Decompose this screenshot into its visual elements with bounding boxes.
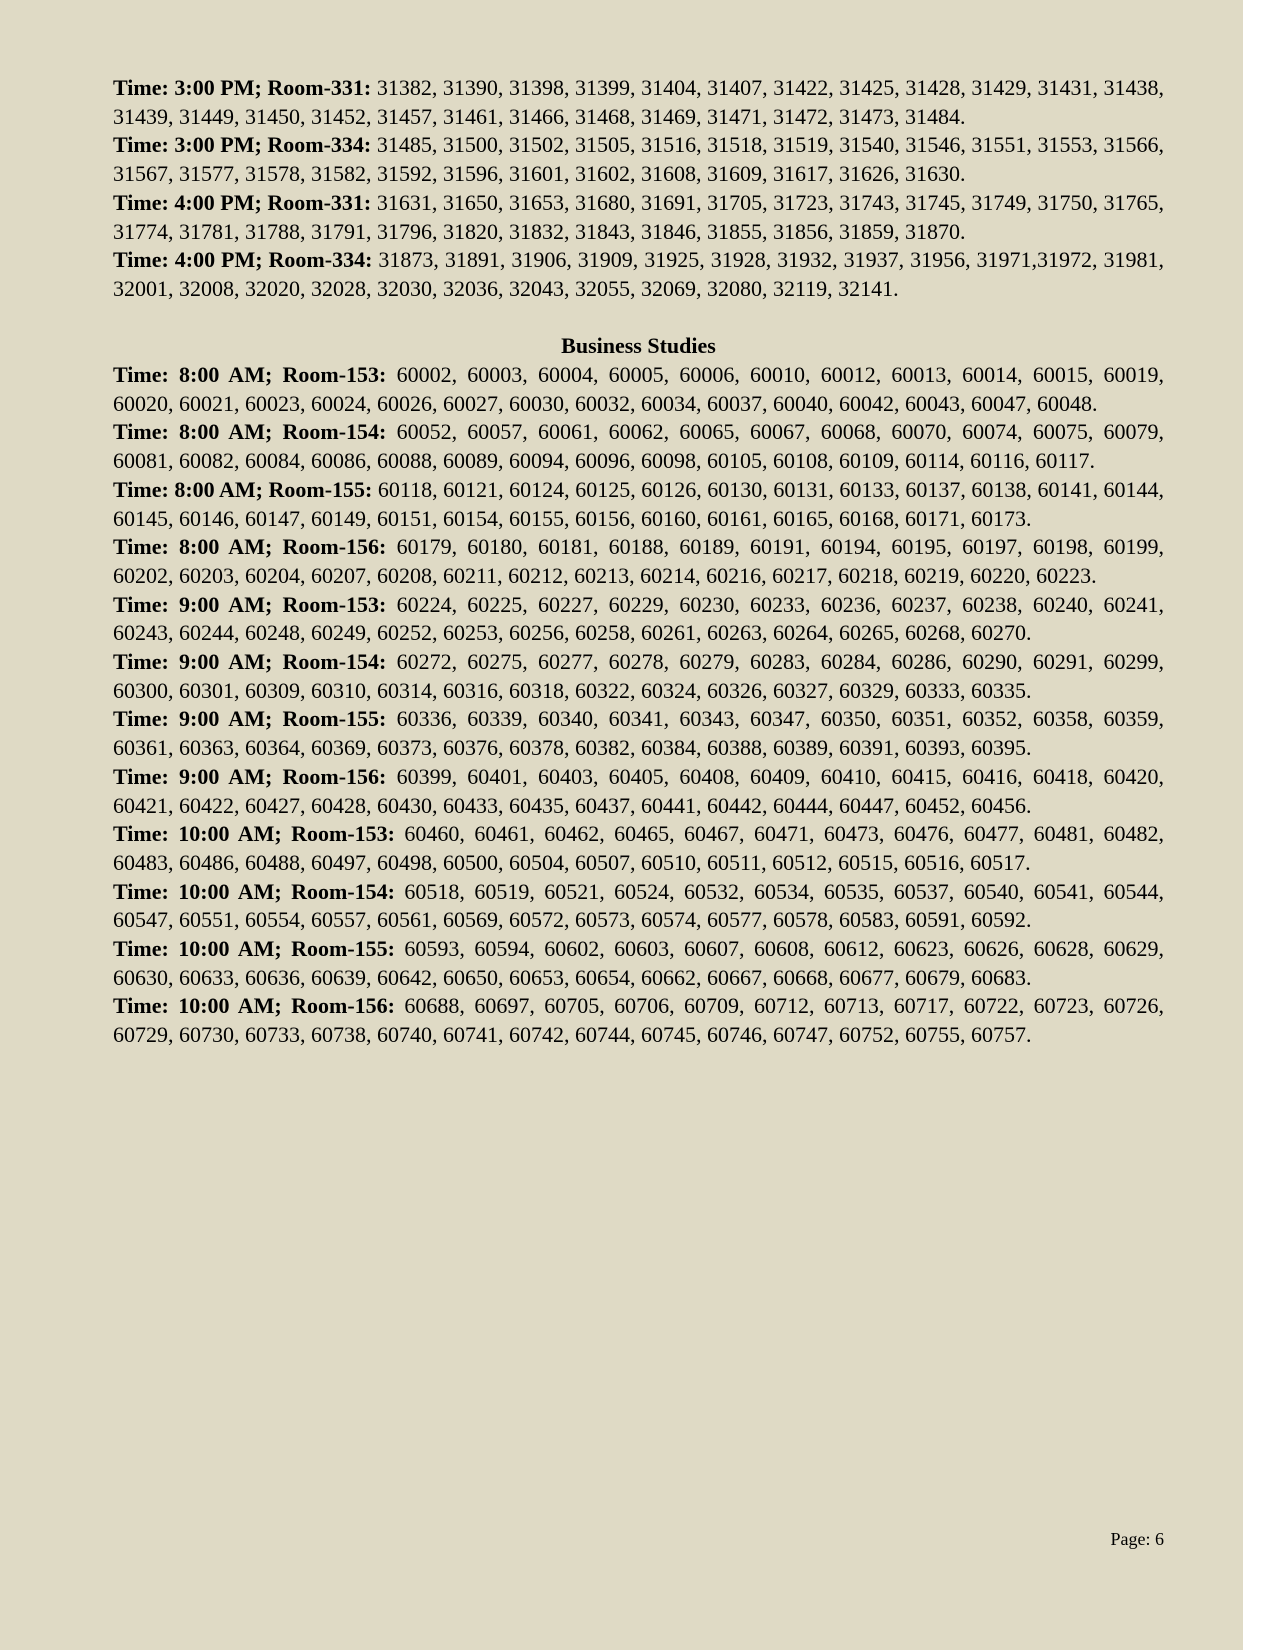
entry-roll-numbers: 60179, 60180, 60181, 60188, 60189, 60191, 60194, 60195, 60197, 60198, 60199, 60202, 60203, 60204, 60207, 60208, 60211, 60212, 60213, 60214, 60216, 60217, 60218, 60219, 60220, 60223. — [113, 534, 1165, 588]
schedule-entry — [113, 763, 1164, 820]
schedule-entry — [113, 992, 1164, 1049]
page-number: Page: 6 — [1110, 1529, 1164, 1549]
entry-roll-numbers: 60118, 60121, 60124, 60125, 60126, 60130, 60131, 60133, 60137, 60138, 60141, 60144, 60145, 60146, 60147, 60149, 60151, 60154, 60155, 60156, 60160, 60161, 60165, 60168, 60171, 60173. — [113, 476, 1165, 531]
document-body — [113, 74, 1164, 1050]
entry-label: Time: 8:00 AM; Room-154: — [113, 419, 387, 445]
schedule-entry — [113, 361, 1164, 418]
entry-label: Time: 8:00 AM; Room-156: — [113, 534, 387, 560]
entry-label: Time: 10:00 AM; Room-153: — [113, 821, 395, 847]
schedule-entry — [113, 935, 1164, 992]
schedule-entry — [113, 418, 1164, 475]
entry-label: Time: 10:00 AM; Room-155: — [113, 936, 395, 962]
entry-label: Time: 8:00 AM; Room-153: — [113, 362, 387, 388]
schedule-entry — [113, 533, 1164, 590]
section-spacer — [113, 304, 1164, 333]
schedule-entry — [113, 820, 1164, 877]
entry-label: Time: 3:00 PM; Room-334: — [113, 132, 372, 158]
entry-label: Time: 9:00 AM; Room-155: — [113, 706, 387, 732]
entry-roll-numbers: 60518, 60519, 60521, 60524, 60532, 60534, 60535, 60537, 60540, 60541, 60544, 60547, 60551, 60554, 60557, 60561, 60569, 60572, 60573, 60574, 60577, 60578, 60583, 60591, 60592. — [113, 878, 1165, 933]
entry-label: Time: 4:00 PM; Room-331: — [113, 189, 372, 215]
entry-label: Time: 3:00 PM; Room-331: — [113, 75, 372, 100]
entry-roll-numbers: 60399, 60401, 60403, 60405, 60408, 60409, 60410, 60415, 60416, 60418, 60420, 60421, 60422, 60427, 60428, 60430, 60433, 60435, 60437, 60441, 60442, 60444, 60447, 60452, 60456. — [113, 763, 1165, 818]
entry-roll-numbers: 60593, 60594, 60602, 60603, 60607, 60608, 60612, 60623, 60626, 60628, 60629, 60630, 60633, 60636, 60639, 60642, 60650, 60653, 60654, 60662, 60667, 60668, 60677, 60679, 60683. — [113, 936, 1165, 990]
entry-label: Time: 10:00 AM; Room-156: — [113, 993, 395, 1019]
entry-roll-numbers: 60460, 60461, 60462, 60465, 60467, 60471, 60473, 60476, 60477, 60481, 60482, 60483, 60486, 60488, 60497, 60498, 60500, 60504, 60507, 60510, 60511, 60512, 60515, 60516, 60517. — [113, 821, 1165, 875]
entry-label: Time: 10:00 AM; Room-154: — [113, 878, 395, 904]
schedule-entry — [113, 74, 1164, 131]
schedule-entry — [113, 591, 1164, 648]
entry-label: Time: 8:00 AM; Room-155: — [113, 476, 373, 502]
entry-roll-numbers: 60336, 60339, 60340, 60341, 60343, 60347, 60350, 60351, 60352, 60358, 60359, 60361, 60363, 60364, 60369, 60373, 60376, 60378, 60382, 60384, 60388, 60389, 60391, 60393, 60395. — [113, 706, 1165, 761]
schedule-entry — [113, 878, 1164, 935]
entry-roll-numbers: 31873, 31891, 31906, 31909, 31925, 31928, 31932, 31937, 31956, 31971,31972, 31981, 32001, 32008, 32020, 32028, 32030, 32036, 32043, 32055, 32069, 32080, 32119, 32141. — [113, 247, 1165, 301]
entry-label: Time: 4:00 PM; Room-334: — [113, 247, 373, 273]
entry-roll-numbers: 60224, 60225, 60227, 60229, 60230, 60233, 60236, 60237, 60238, 60240, 60241, 60243, 60244, 60248, 60249, 60252, 60253, 60256, 60258, 60261, 60263, 60264, 60265, 60268, 60270. — [113, 591, 1165, 646]
schedule-entry — [113, 648, 1164, 705]
schedule-entry — [113, 189, 1164, 246]
entry-roll-numbers: 60688, 60697, 60705, 60706, 60709, 60712, 60713, 60717, 60722, 60723, 60726, 60729, 60730, 60733, 60738, 60740, 60741, 60742, 60744, 60745, 60746, 60747, 60752, 60755, 60757. — [113, 993, 1165, 1048]
schedule-entry — [113, 131, 1164, 188]
schedule-entry — [113, 705, 1164, 762]
entry-label: Time: 9:00 AM; Room-153: — [113, 591, 387, 617]
entry-roll-numbers: 31382, 31390, 31398, 31399, 31404, 31407, 31422, 31425, 31428, 31429, 31431, 31438, 31439, 31449, 31450, 31452, 31457, 31461, 31466, 31468, 31469, 31471, 31472, 31473, 31484. — [113, 75, 1165, 129]
schedule-entry — [113, 476, 1164, 533]
section-heading: Business Studies — [561, 333, 716, 359]
entry-label: Time: 9:00 AM; Room-156: — [113, 763, 387, 789]
entry-roll-numbers: 60272, 60275, 60277, 60278, 60279, 60283, 60284, 60286, 60290, 60291, 60299, 60300, 60301, 60309, 60310, 60314, 60316, 60318, 60322, 60324, 60326, 60327, 60329, 60333, 60335. — [113, 649, 1165, 703]
entry-roll-numbers: 60002, 60003, 60004, 60005, 60006, 60010, 60012, 60013, 60014, 60015, 60019, 60020, 60021, 60023, 60024, 60026, 60027, 60030, 60032, 60034, 60037, 60040, 60042, 60043, 60047, 60048. — [113, 362, 1165, 416]
schedule-entry — [113, 246, 1164, 303]
entry-roll-numbers: 31485, 31500, 31502, 31505, 31516, 31518, 31519, 31540, 31546, 31551, 31553, 31566, 31567, 31577, 31578, 31582, 31592, 31596, 31601, 31602, 31608, 31609, 31617, 31626, 31630. — [113, 132, 1165, 187]
entry-roll-numbers: 60052, 60057, 60061, 60062, 60065, 60067, 60068, 60070, 60074, 60075, 60079, 60081, 60082, 60084, 60086, 60088, 60089, 60094, 60096, 60098, 60105, 60108, 60109, 60114, 60116, 60117. — [113, 419, 1165, 474]
entry-label: Time: 9:00 AM; Room-154: — [113, 649, 387, 675]
entry-roll-numbers: 31631, 31650, 31653, 31680, 31691, 31705, 31723, 31743, 31745, 31749, 31750, 31765, 31774, 31781, 31788, 31791, 31796, 31820, 31832, 31843, 31846, 31855, 31856, 31859, 31870. — [113, 189, 1165, 244]
